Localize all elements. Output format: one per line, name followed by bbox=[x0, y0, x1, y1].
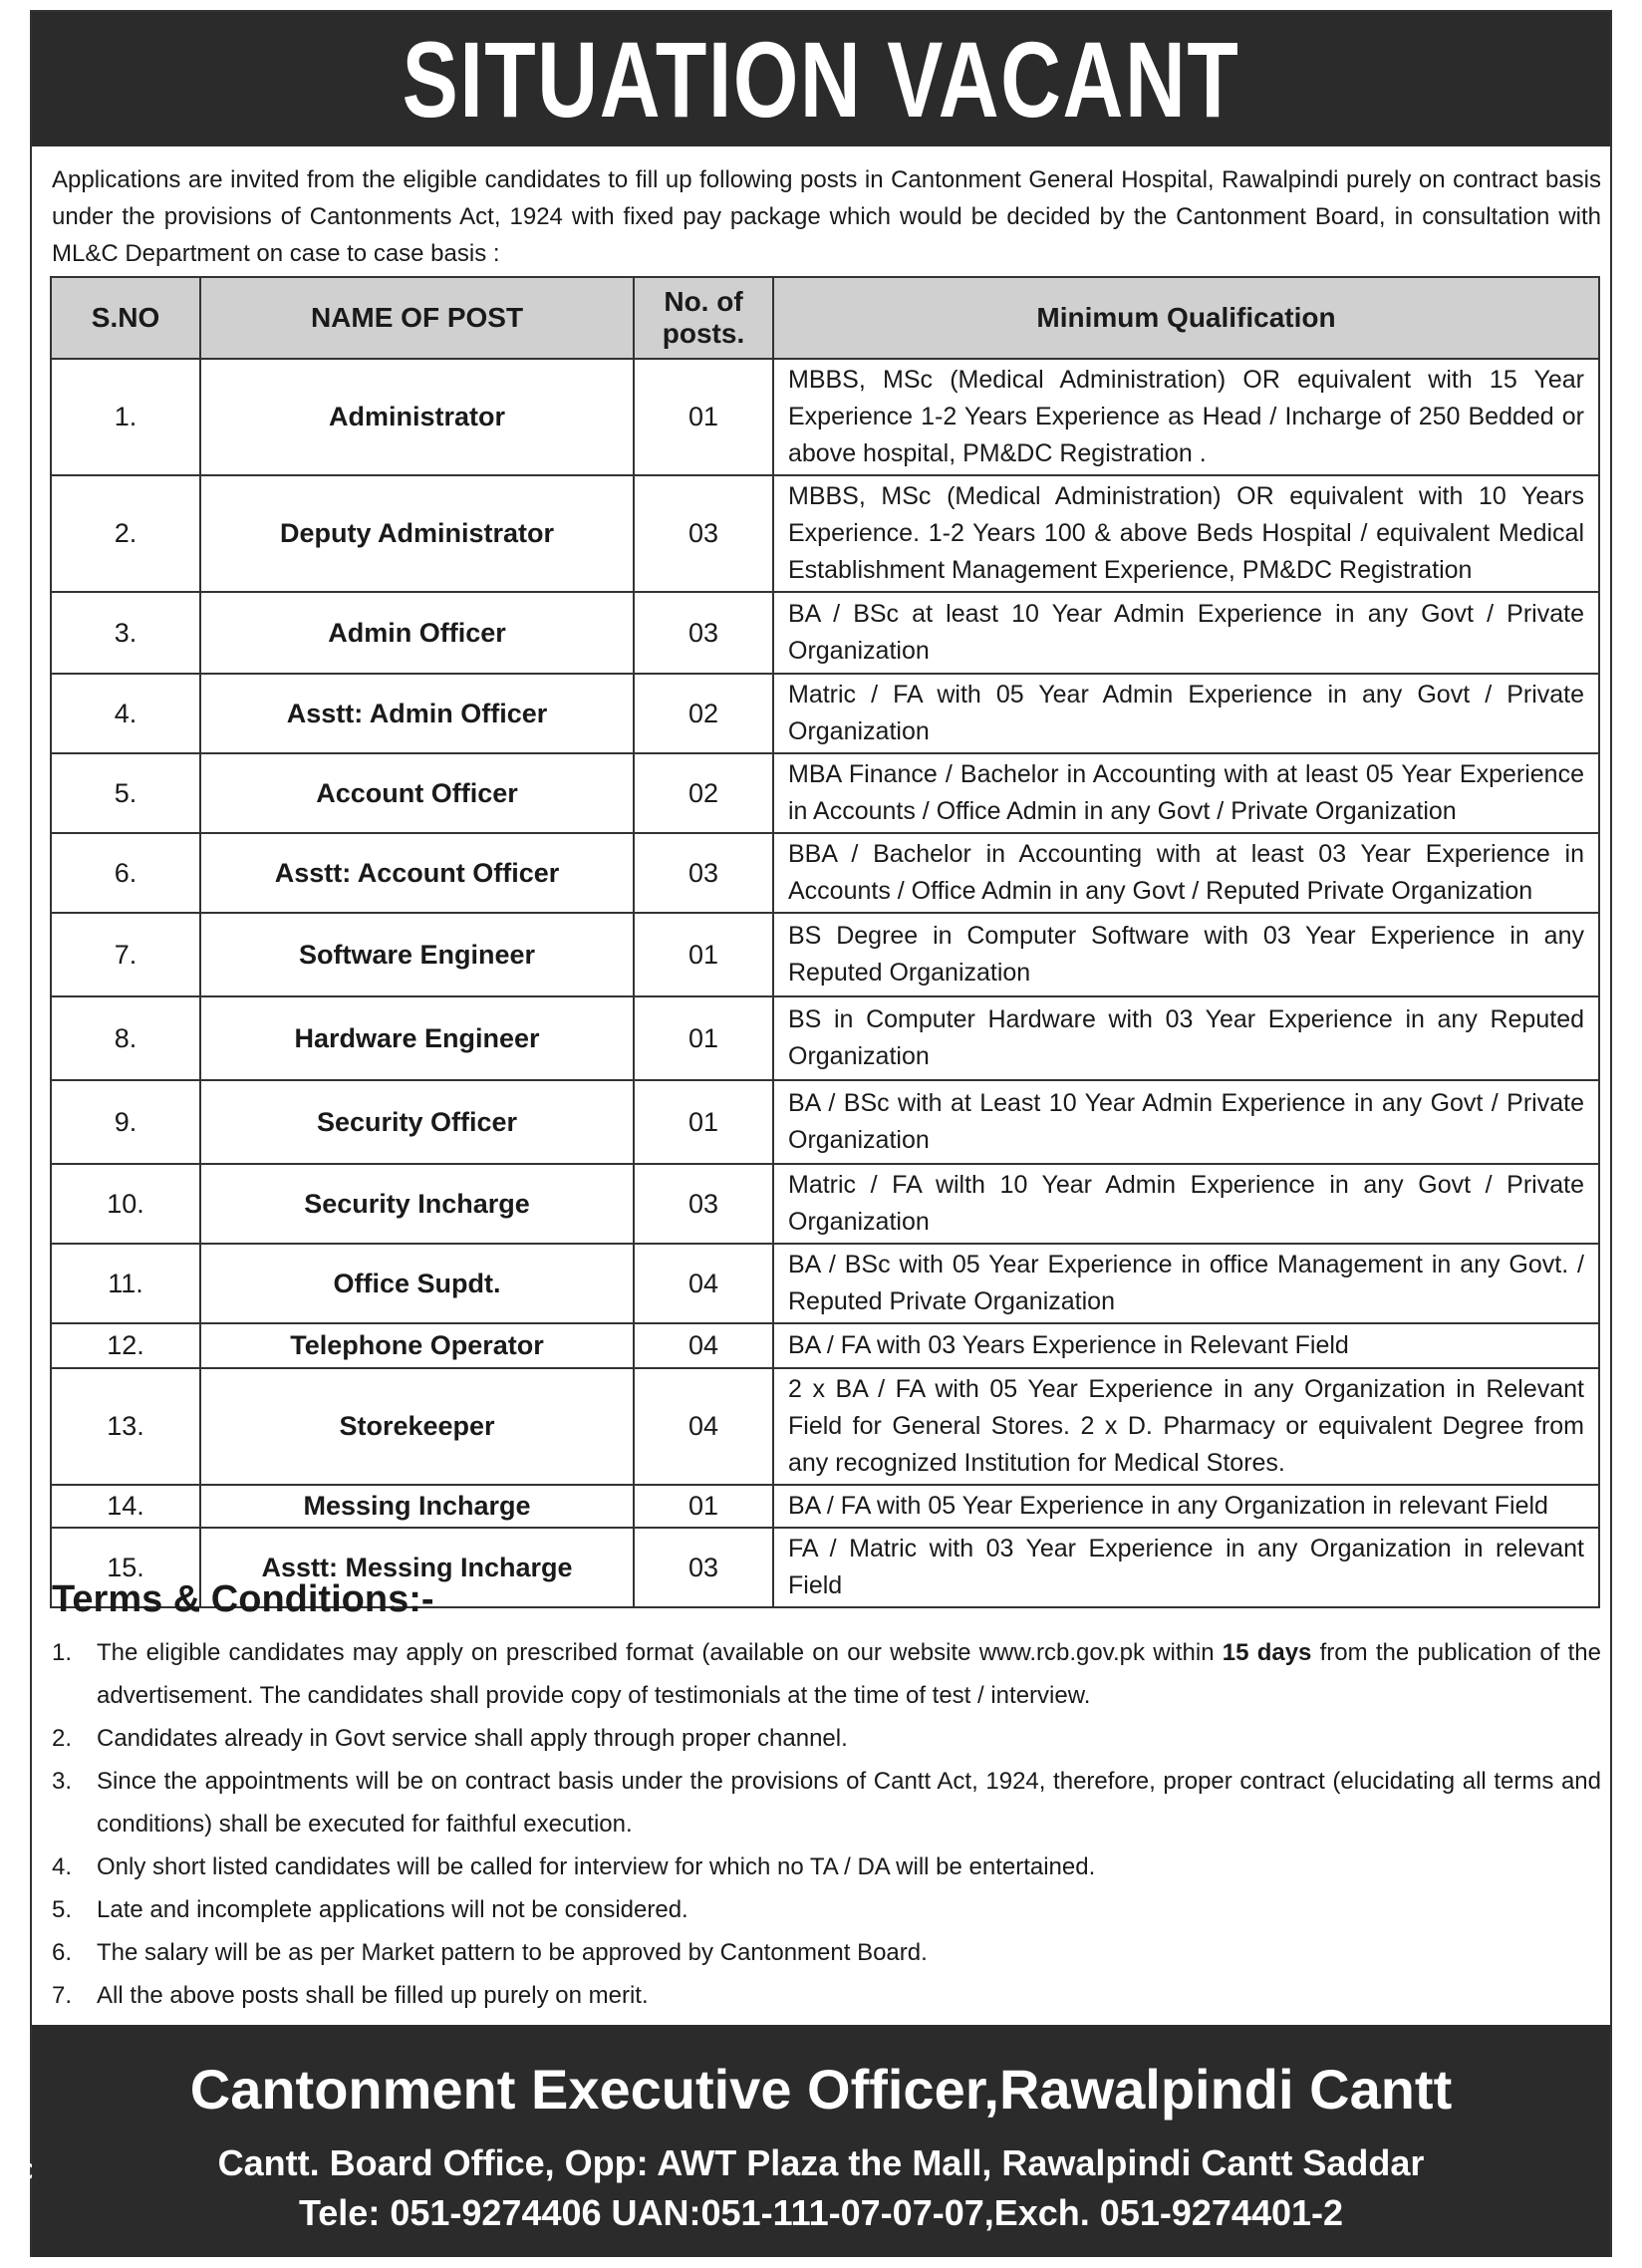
row-post: Storekeeper bbox=[200, 1368, 634, 1485]
terms-item-text-start: The eligible candidates may apply on prescribed format (available on our website www.rcb.gov.pk within bbox=[97, 1639, 1223, 1666]
row-post: Software Engineer bbox=[200, 913, 634, 996]
row-post: Admin Officer bbox=[200, 592, 634, 674]
row-sno: 6. bbox=[51, 833, 200, 913]
table-row bbox=[51, 1323, 1599, 1368]
row-num: 04 bbox=[634, 1244, 773, 1323]
issuer-address: Cantt. Board Office, Opp: AWT Plaza the Mall, Rawalpindi Cantt Saddar bbox=[217, 2142, 1425, 2183]
row-sno: 13. bbox=[51, 1368, 200, 1485]
terms-heading: Terms & Conditions:- bbox=[52, 1578, 434, 1620]
terms-item-text-end: from the publication of the advertisement. The candidates shall provide copy of testimonials at the time of test / interview. bbox=[97, 1639, 1601, 1709]
terms-item-text bbox=[97, 1631, 1601, 1717]
row-qual: Matric / FA with 05 Year Admin Experience in any Govt / Private Organization bbox=[773, 674, 1599, 753]
terms-item bbox=[52, 1631, 1601, 1717]
table-row bbox=[51, 1164, 1599, 1244]
issuer-phone: Tele: 051-9274406 UAN:051-111-07-07-07,Exch. 051-9274401-2 bbox=[298, 2192, 1344, 2233]
row-post: Messing Incharge bbox=[200, 1485, 634, 1528]
row-qual: FA / Matric with 03 Year Experience in any Organization in relevant Field bbox=[773, 1528, 1599, 1607]
table-row bbox=[51, 475, 1599, 592]
row-num: 04 bbox=[634, 1323, 773, 1368]
table-row bbox=[51, 833, 1599, 913]
terms-item bbox=[52, 1760, 1601, 1845]
row-sno: 2. bbox=[51, 475, 200, 592]
row-sno: 11. bbox=[51, 1244, 200, 1323]
terms-item-text: Since the appointments will be on contract basis under the provisions of Cantt Act, 1924, therefore, proper contract (elucidating all terms and conditions) shall be executed for faithful execution. bbox=[97, 1768, 1601, 1838]
table-row bbox=[51, 1244, 1599, 1323]
table-row bbox=[51, 359, 1599, 475]
terms-item-number: 1. bbox=[52, 1639, 73, 1666]
row-sno: 14. bbox=[51, 1485, 200, 1528]
row-qual: BS Degree in Computer Software with 03 Year Experience in any Reputed Organization bbox=[773, 913, 1599, 996]
row-qual: BA / FA with 03 Years Experience in Relevant Field bbox=[773, 1323, 1599, 1368]
issuer-title: Cantonment Executive Officer,Rawalpindi Cantt bbox=[189, 2058, 1453, 2121]
terms-item-number: 3. bbox=[52, 1768, 73, 1795]
row-post: Telephone Operator bbox=[200, 1323, 634, 1368]
title-banner bbox=[32, 12, 1610, 146]
terms-item-number: 4. bbox=[52, 1853, 73, 1880]
row-qual: BBA / Bachelor in Accounting with at least 03 Year Experience in Accounts / Office Admin in any Govt / Reputed Private Organization bbox=[773, 833, 1599, 913]
terms-item bbox=[52, 1888, 1601, 1931]
terms-item-text: Late and incomplete applications will not be considered. bbox=[97, 1896, 688, 1923]
row-qual: Matric / FA wilth 10 Year Admin Experience in any Govt / Private Organization bbox=[773, 1164, 1599, 1244]
terms-item-text: The salary will be as per Market pattern to be approved by Cantonment Board. bbox=[97, 1939, 928, 1966]
posts-table bbox=[50, 276, 1600, 1608]
terms-item-text: Candidates already in Govt service shall apply through proper channel. bbox=[97, 1725, 848, 1752]
row-sno: 9. bbox=[51, 1080, 200, 1164]
terms-item-number: 2. bbox=[52, 1725, 73, 1752]
terms-item-number: 5. bbox=[52, 1896, 73, 1923]
table-row bbox=[51, 996, 1599, 1080]
row-qual: BA / BSc at least 10 Year Admin Experience in any Govt / Private Organization bbox=[773, 592, 1599, 674]
row-sno: 12. bbox=[51, 1323, 200, 1368]
row-num: 01 bbox=[634, 996, 773, 1080]
row-qual: BA / BSc with 05 Year Experience in office Management in any Govt. / Reputed Private Organization bbox=[773, 1244, 1599, 1323]
row-post: Office Supdt. bbox=[200, 1244, 634, 1323]
table-row bbox=[51, 753, 1599, 833]
intro-paragraph: Applications are invited from the eligible candidates to fill up following posts in Cantonment General Hospital, Rawalpindi purely on contract basis under the provisions of Cantonments Act, 1924 with fixed pay package which would be decided by the Cantonment Board, in consultation with ML&C Department on case to case basis : bbox=[52, 166, 1601, 267]
row-qual: BS in Computer Hardware with 03 Year Experience in any Reputed Organization bbox=[773, 996, 1599, 1080]
header-sno: S.NO bbox=[51, 277, 200, 359]
header-qual: Minimum Qualification bbox=[773, 277, 1599, 359]
row-sno: 4. bbox=[51, 674, 200, 753]
row-num: 02 bbox=[634, 674, 773, 753]
terms-item bbox=[52, 1845, 1601, 1888]
row-post: Security Officer bbox=[200, 1080, 634, 1164]
row-num: 01 bbox=[634, 359, 773, 475]
table-row bbox=[51, 674, 1599, 753]
row-num: 03 bbox=[634, 1164, 773, 1244]
row-num: 01 bbox=[634, 913, 773, 996]
table-row bbox=[51, 1080, 1599, 1164]
row-num: 03 bbox=[634, 475, 773, 592]
terms-item-number: 7. bbox=[52, 1982, 73, 2009]
row-num: 03 bbox=[634, 592, 773, 674]
row-num: 02 bbox=[634, 753, 773, 833]
advertisement-page bbox=[30, 10, 1612, 2257]
pid-code: PID(I)4392/17 bbox=[6, 2073, 33, 2222]
row-num: 01 bbox=[634, 1080, 773, 1164]
table-row bbox=[51, 1368, 1599, 1485]
row-qual: 2 x BA / FA with 05 Year Experience in any Organization in Relevant Field for General Stores. 2 x D. Pharmacy or equivalent Degree from any recognized Institution for Medical Stores. bbox=[773, 1368, 1599, 1485]
table-row bbox=[51, 913, 1599, 996]
row-post: Asstt: Admin Officer bbox=[200, 674, 634, 753]
row-qual: BA / BSc with at Least 10 Year Admin Experience in any Govt / Private Organization bbox=[773, 1080, 1599, 1164]
header-post: NAME OF POST bbox=[200, 277, 634, 359]
terms-item-text: All the above posts shall be filled up purely on merit. bbox=[97, 1982, 649, 2009]
table-header-row bbox=[51, 277, 1599, 359]
row-post: Asstt: Account Officer bbox=[200, 833, 634, 913]
row-qual: BA / FA with 05 Year Experience in any Organization in relevant Field bbox=[773, 1485, 1599, 1528]
row-num: 01 bbox=[634, 1485, 773, 1528]
terms-item bbox=[52, 1717, 1601, 1760]
page-title: SITUATION VACANT bbox=[402, 18, 1240, 140]
footer-banner bbox=[32, 2025, 1610, 2257]
row-sno: 3. bbox=[51, 592, 200, 674]
row-post: Account Officer bbox=[200, 753, 634, 833]
terms-item bbox=[52, 1974, 1601, 2017]
row-sno: 1. bbox=[51, 359, 200, 475]
row-sno: 5. bbox=[51, 753, 200, 833]
row-qual: MBBS, MSc (Medical Administration) OR equivalent with 15 Year Experience 1-2 Years Experience as Head / Incharge of 250 Bedded or above hospital, PM&DC Registration . bbox=[773, 359, 1599, 475]
row-post: Security Incharge bbox=[200, 1164, 634, 1244]
row-sno: 7. bbox=[51, 913, 200, 996]
table-row bbox=[51, 1485, 1599, 1528]
row-num: 03 bbox=[634, 833, 773, 913]
row-qual: MBA Finance / Bachelor in Accounting with at least 05 Year Experience in Accounts / Office Admin in any Govt / Private Organization bbox=[773, 753, 1599, 833]
row-post: Administrator bbox=[200, 359, 634, 475]
terms-item-text: Only short listed candidates will be called for interview for which no TA / DA will be entertained. bbox=[97, 1853, 1096, 1880]
row-qual: MBBS, MSc (Medical Administration) OR equivalent with 10 Years Experience. 1-2 Years 100 & above Beds Hospital / equivalent Medical Establishment Management Experience, PM&DC Registration bbox=[773, 475, 1599, 592]
header-num: No. of posts. bbox=[634, 277, 773, 359]
table-row bbox=[51, 592, 1599, 674]
row-num: 03 bbox=[634, 1528, 773, 1607]
row-post: Deputy Administrator bbox=[200, 475, 634, 592]
terms-item bbox=[52, 1931, 1601, 1974]
terms-item-emphasis: 15 days bbox=[1222, 1639, 1312, 1666]
terms-item-number: 6. bbox=[52, 1939, 73, 1966]
row-sno: 8. bbox=[51, 996, 200, 1080]
row-num: 04 bbox=[634, 1368, 773, 1485]
row-sno: 15. bbox=[51, 1528, 200, 1607]
terms-list bbox=[52, 1631, 1601, 2017]
row-sno: 10. bbox=[51, 1164, 200, 1244]
row-post: Hardware Engineer bbox=[200, 996, 634, 1080]
row-post: Asstt: Messing Incharge bbox=[200, 1528, 634, 1607]
